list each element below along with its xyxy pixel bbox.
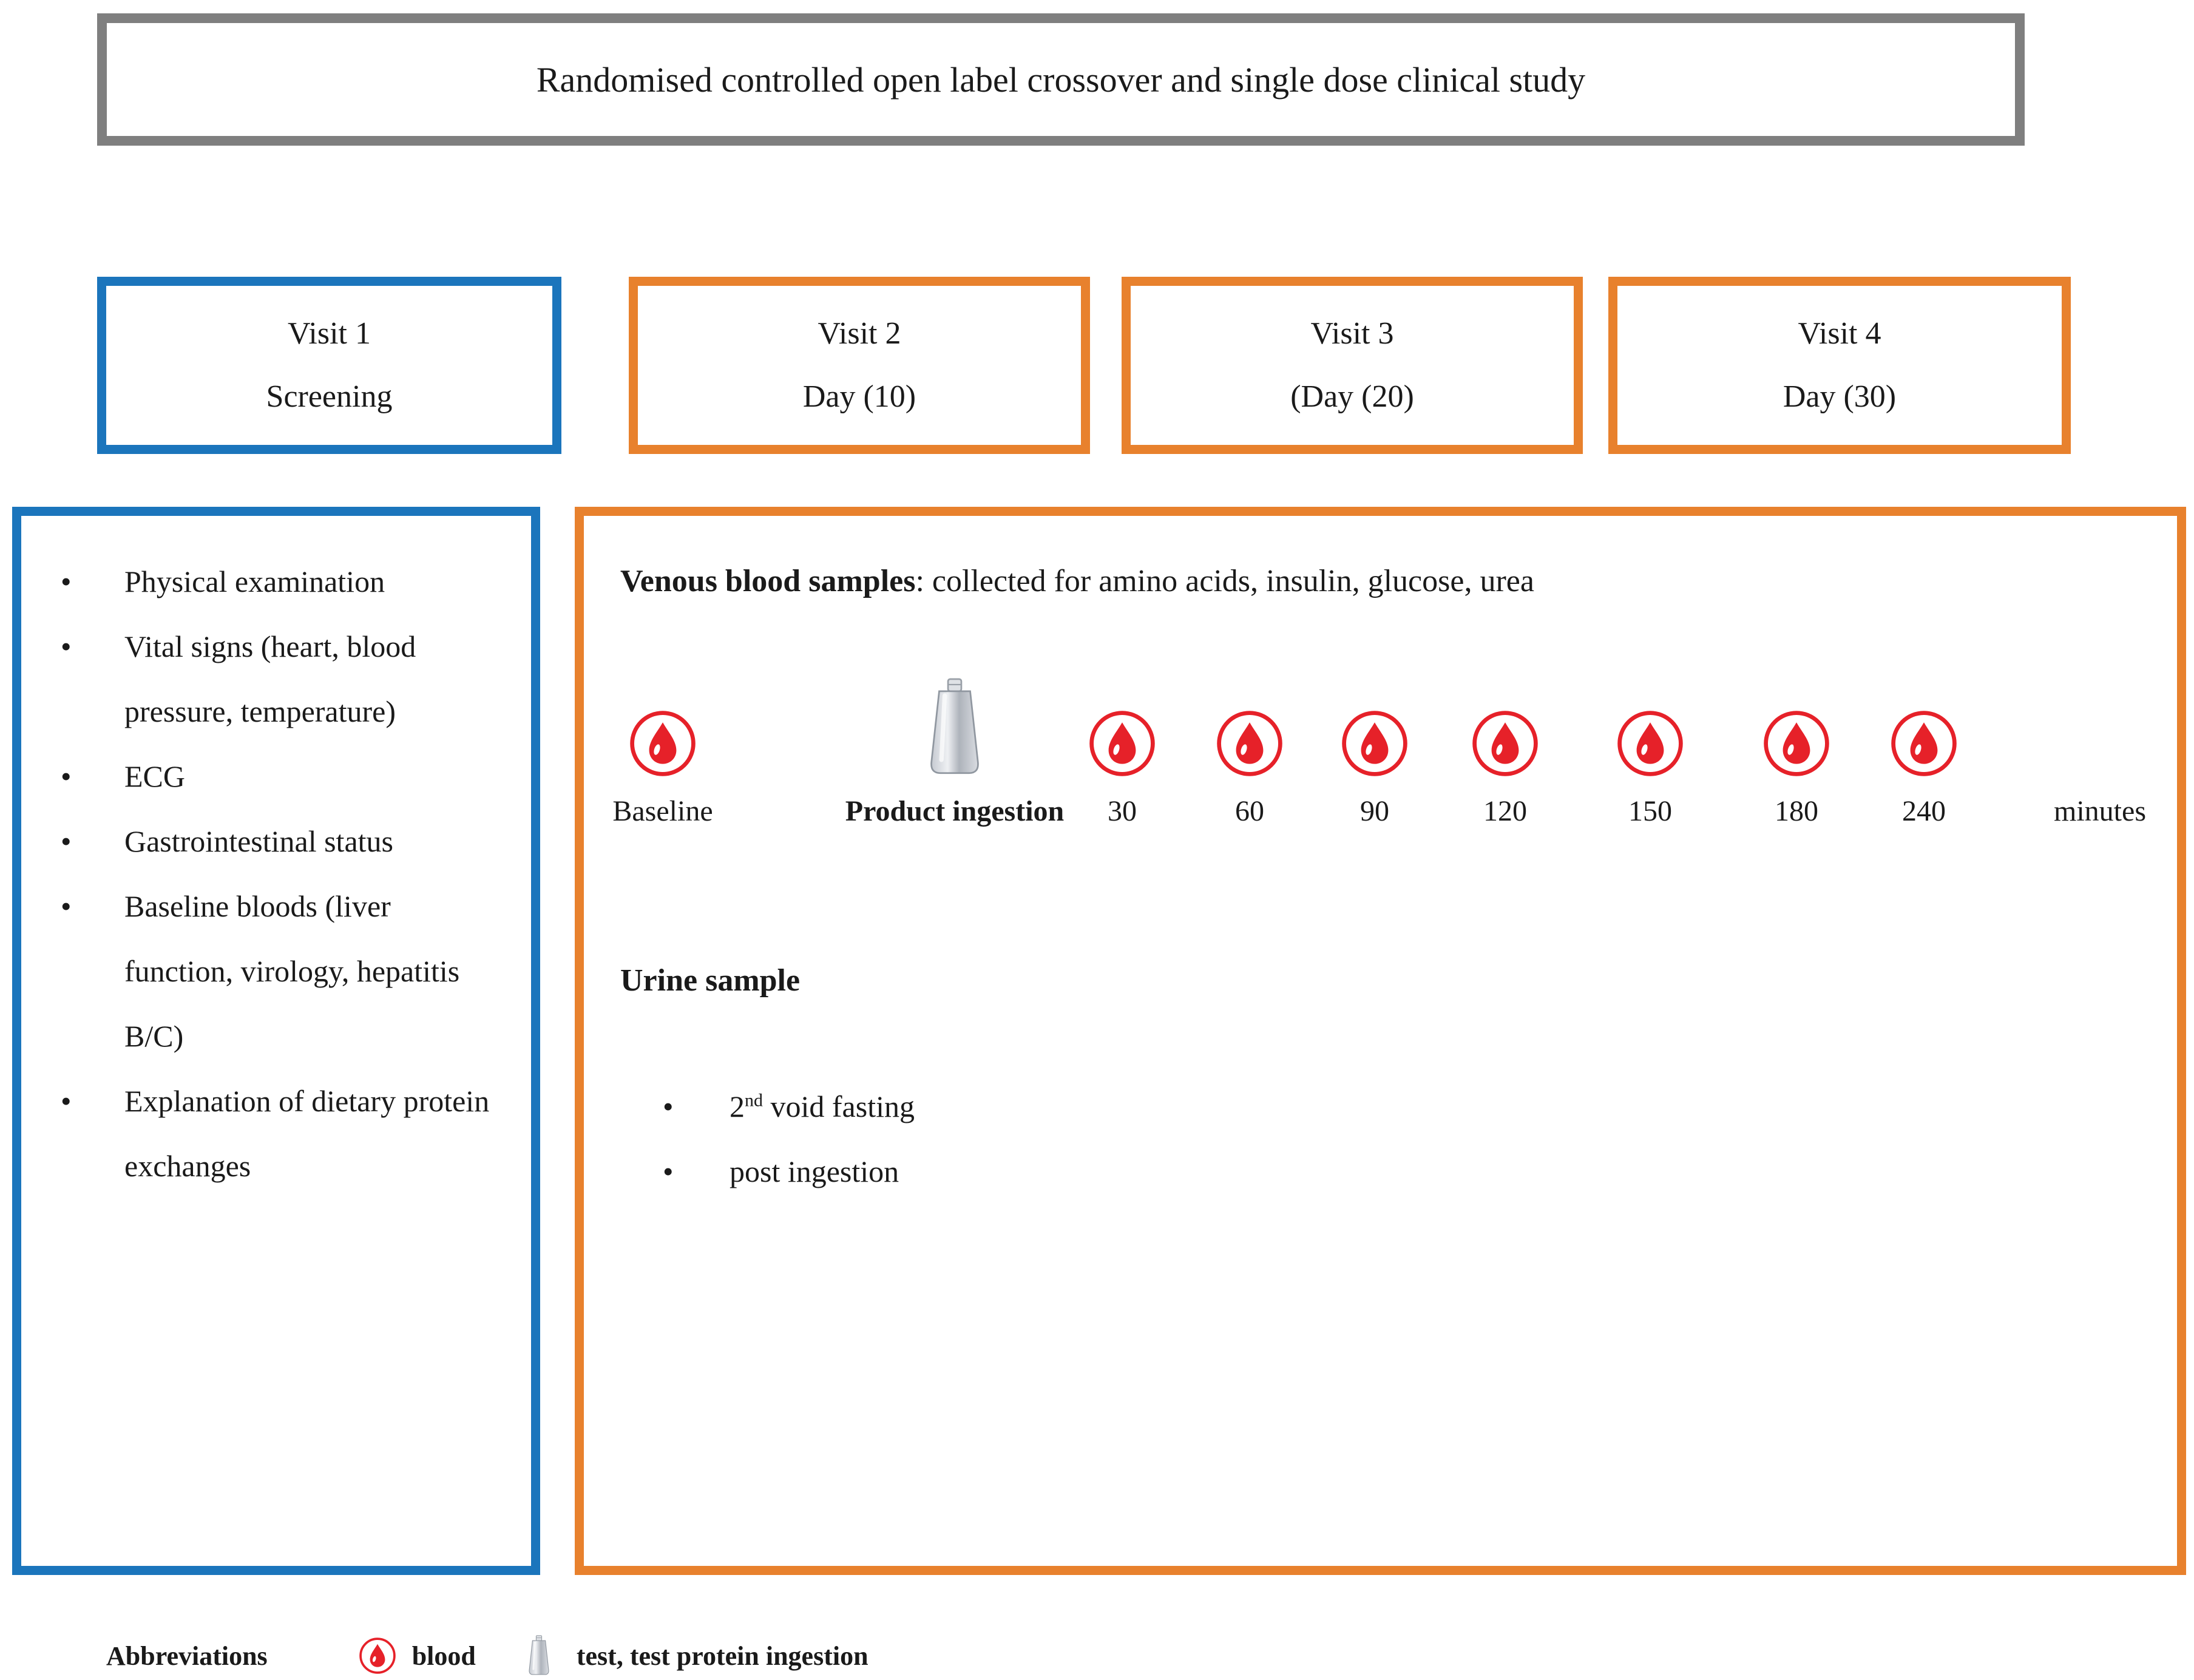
icon-area [1736,638,1857,777]
sampling-timeline [584,638,2177,838]
screening-panel [12,507,540,1575]
venous-blood-heading [620,563,2153,599]
blood-drop-icon [1341,710,1409,777]
list-item [124,874,507,1069]
blood-drop-icon [1088,710,1156,777]
visit-1-box [97,277,561,454]
timeline-timepoint-column [1314,638,1435,838]
screening-item-text: ECG [124,759,185,793]
visit-4-line1: Visit 4 [1798,316,1881,351]
blood-drop-icon [1616,710,1684,777]
blood-drop-icon [629,710,697,777]
screening-item-text: Vital signs (heart, blood pressure, temperature) [124,629,416,728]
abbreviations-heading: Abbreviations [106,1641,268,1671]
visit-2-line1: Visit 2 [818,316,901,351]
urine-item-first-ordinal: nd [745,1090,763,1111]
timepoint-label: 30 [1108,795,1137,827]
sampling-panel [575,507,2186,1575]
visit-3-line1: Visit 3 [1310,316,1394,351]
visit-4-box [1608,277,2071,454]
timeline-timepoint-column [1061,638,1183,838]
venous-heading-bold: Venous blood samples [620,564,916,598]
urine-item-list [584,1074,2177,1204]
icon-area [1189,638,1310,777]
visit-3-line2: (Day (20) [1290,379,1414,414]
icon-area [1863,638,1985,777]
visit-1-line2: Screening [266,379,393,414]
timepoint-label: 120 [1483,795,1527,827]
list-item [730,1139,2177,1204]
timepoint-label: 90 [1360,795,1389,827]
screening-item-text: Explanation of dietary protein exchanges [124,1084,490,1183]
urine-item-first-rest: void fasting [763,1089,915,1123]
venous-heading-rest: : collected for amino acids, insulin, glucose, urea [915,564,1534,598]
blood-drop-icon [1890,710,1958,777]
product-ingestion-label: Product ingestion [845,795,1065,827]
screening-item-text: Gastrointestinal status [124,824,393,858]
timeline-timepoint-column [1444,638,1566,838]
timeline-timepoint-column [1189,638,1310,838]
timeline-baseline-column [602,638,723,838]
timeline-timepoint-column [1590,638,1711,838]
blood-drop-icon [1762,710,1830,777]
timeline-units-column [2039,638,2161,838]
icon-area [602,638,723,777]
pouch-legend-label: test, test protein ingestion [576,1641,868,1671]
visit-2-box [629,277,1090,454]
visit-4-line2: Day (30) [1783,379,1897,414]
product-pouch-icon [919,678,990,777]
urine-item-first-number: 2 [730,1089,745,1123]
list-item [124,744,507,809]
product-pouch-icon [524,1635,554,1676]
timepoint-label: 180 [1775,795,1818,827]
screening-item-text: Baseline bloods (liver function, virology, hepatitis B/C) [124,889,460,1053]
icon-area [1061,638,1183,777]
list-item [124,549,507,614]
study-title-box [97,13,2025,146]
urine-item-second: post ingestion [730,1154,899,1188]
blood-drop-icon [1216,710,1284,777]
list-item [124,809,507,874]
list-item [730,1074,2177,1139]
list-item [124,1069,507,1199]
screening-item-text: Physical examination [124,564,385,598]
blood-drop-icon [359,1637,396,1675]
icon-area [1590,638,1711,777]
timeline-timepoint-column [1736,638,1857,838]
minutes-label: minutes [2054,795,2146,827]
timepoint-label: 240 [1902,795,1946,827]
legend [106,1635,868,1676]
icon-area [1314,638,1435,777]
baseline-label: Baseline [612,795,713,827]
blood-legend-label: blood [411,1641,476,1671]
visit-2-line2: Day (10) [802,379,916,414]
icon-area [1444,638,1566,777]
blood-drop-icon [1471,710,1539,777]
visit-1-line1: Visit 1 [287,316,371,351]
icon-area [2039,638,2161,777]
visit-3-box [1122,277,1583,454]
urine-sample-heading: Urine sample [620,963,801,998]
screening-item-list [21,549,507,1199]
list-item [124,614,507,744]
timepoint-label: 60 [1235,795,1264,827]
study-title: Randomised controlled open label crossover and single dose clinical study [536,59,1586,100]
timeline-timepoint-column [1863,638,1985,838]
timepoint-label: 150 [1628,795,1672,827]
